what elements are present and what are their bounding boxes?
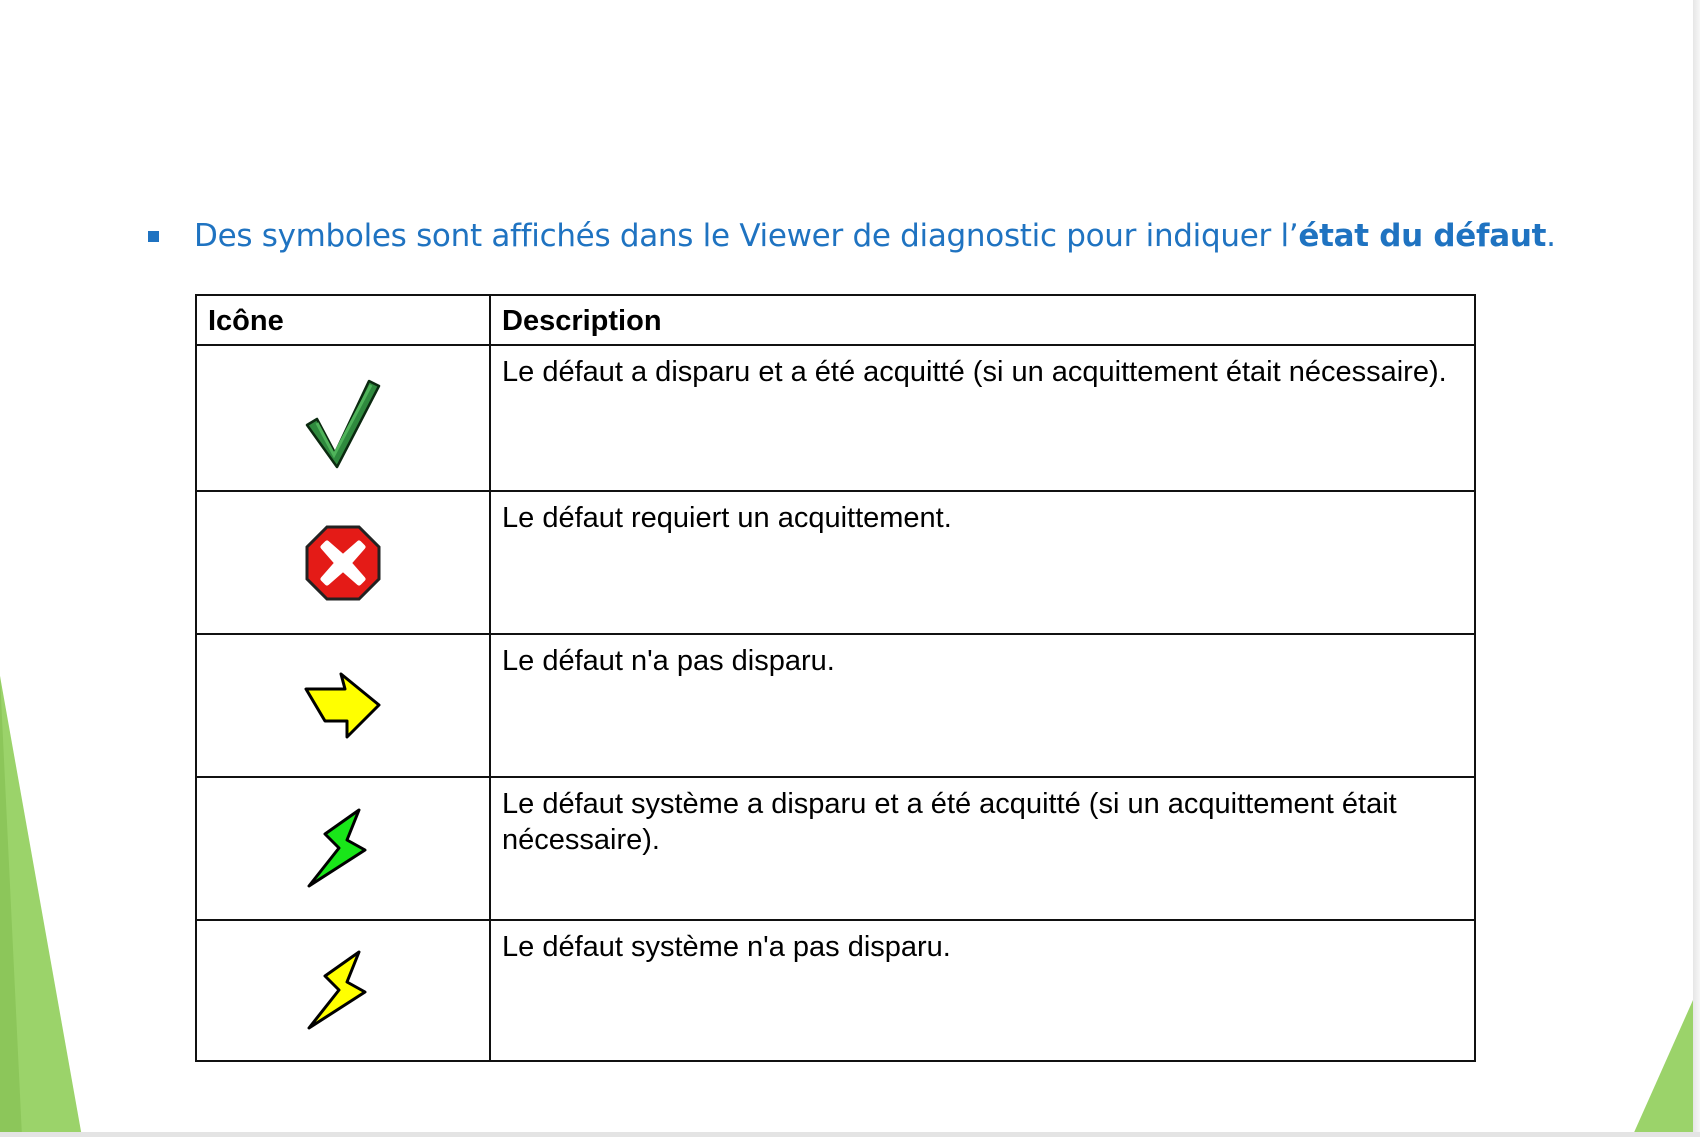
green-checkmark-icon bbox=[303, 375, 383, 471]
table-row bbox=[196, 634, 1475, 777]
green-lightning-icon bbox=[307, 808, 369, 890]
description-cell: Le défaut n'a pas disparu. bbox=[490, 634, 1475, 777]
yellow-lightning-icon bbox=[307, 950, 369, 1032]
fault-status-table bbox=[195, 294, 1476, 1062]
bullet-text-bold: état du défaut bbox=[1298, 218, 1547, 254]
description-cell: Le défaut a disparu et a été acquitté (si un acquittement était nécessaire). bbox=[490, 345, 1475, 491]
red-stop-x-icon bbox=[305, 525, 381, 601]
table-row bbox=[196, 491, 1475, 634]
yellow-arrow-icon bbox=[303, 671, 383, 741]
description-cell: Le défaut système n'a pas disparu. bbox=[490, 920, 1475, 1061]
bullet-text bbox=[194, 218, 1556, 254]
bullet-text-after: . bbox=[1546, 218, 1556, 254]
icon-cell bbox=[196, 634, 490, 777]
table-row bbox=[196, 777, 1475, 920]
header-description: Description bbox=[490, 295, 1475, 345]
icon-cell bbox=[196, 920, 490, 1061]
icon-cell bbox=[196, 345, 490, 491]
bottom-edge bbox=[0, 1132, 1700, 1137]
header-icon: Icône bbox=[196, 295, 490, 345]
icon-cell bbox=[196, 777, 490, 920]
right-green-triangle bbox=[1632, 1000, 1693, 1137]
bullet-paragraph bbox=[148, 212, 1556, 260]
bullet-square-icon bbox=[148, 231, 159, 242]
bullet-text-before: Des symboles sont affichés dans le Viewer de diagnostic pour indiquer l’ bbox=[194, 218, 1299, 254]
description-cell: Le défaut système a disparu et a été acquitté (si un acquittement était nécessaire). bbox=[490, 777, 1475, 920]
icon-cell bbox=[196, 491, 490, 634]
table-header-row bbox=[196, 295, 1475, 345]
table-row bbox=[196, 345, 1475, 491]
table-row bbox=[196, 920, 1475, 1061]
right-edge bbox=[1693, 0, 1700, 1137]
description-cell: Le défaut requiert un acquittement. bbox=[490, 491, 1475, 634]
